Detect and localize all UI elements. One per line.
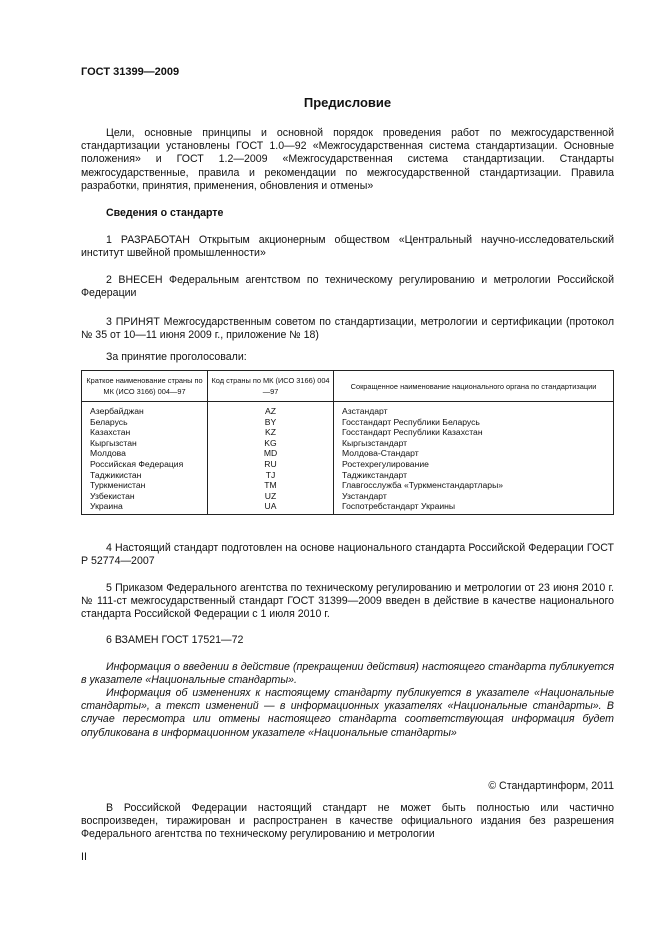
table-row <box>82 438 614 449</box>
cell-code: MD <box>208 448 334 459</box>
page-number: II <box>81 851 87 863</box>
cell-code: UZ <box>208 491 334 502</box>
item-5: 5 Приказом Федерального агентства по техническому регулированию и метрологии от 23 июня 2010 г. № 111-ст межгосударственный стандарт ГОСТ 31399—2009 введен в действие в качестве национального стандарта Российской Федерации с 1 июля 2010 г. <box>81 582 614 621</box>
col-header-country: Краткое наименование страны по МК (ИСО 3166) 004—97 <box>82 371 208 402</box>
table-row <box>82 501 614 514</box>
cell-body: Ростехрегулирование <box>334 459 614 470</box>
cell-country: Таджикистан <box>82 470 208 481</box>
table-row <box>82 459 614 470</box>
table-row <box>82 491 614 502</box>
item-3: 3 ПРИНЯТ Межгосударственным советом по стандартизации, метрологии и сертификации (протокол № 35 от 10—11 июня 2009 г., приложение № 18) <box>81 316 614 342</box>
cell-code: KZ <box>208 427 334 438</box>
cell-country: Беларусь <box>82 417 208 428</box>
table-row <box>82 417 614 428</box>
cell-code: AZ <box>208 402 334 417</box>
cell-body: Госстандарт Республики Казахстан <box>334 427 614 438</box>
cell-code: KG <box>208 438 334 449</box>
cell-body: Госстандарт Республики Беларусь <box>334 417 614 428</box>
info-paragraph-2: Информация об изменениях к настоящему стандарту публикуется в указателе «Национальные стандарты», а текст изменений — в информационных указателях «Национальные стандарты». В случае пересмотра или отмены настоящего стандарта соответствующая информация будет опубликована в информационном указателе «Национальные стандарты» <box>81 687 614 739</box>
cell-code: TJ <box>208 470 334 481</box>
cell-country: Российская Федерация <box>82 459 208 470</box>
cell-body: Азстандарт <box>334 402 614 417</box>
cell-country: Азербайджан <box>82 402 208 417</box>
intro-paragraph: Цели, основные принципы и основной порядок проведения работ по межгосударственной стандартизации установлены ГОСТ 1.0—92 «Межгосударственная система стандартизации. Основные положения» и ГОСТ 1.2—2009 «Межгосударственная система стандартизации. Стандарты межгосударственные, правила и рекомендации по межгосударственной стандартизации. Правила разработки, принятия, применения, обновления и отмены» <box>81 127 614 192</box>
item-1: 1 РАЗРАБОТАН Открытым акционерным обществом «Центральный научно-исследовательский институт швейной промышленности» <box>81 234 614 260</box>
item-2: 2 ВНЕСЕН Федеральным агентством по техническому регулированию и метрологии Российской Федерации <box>81 274 614 300</box>
cell-code: RU <box>208 459 334 470</box>
copyright: © Стандартинформ, 2011 <box>488 780 614 792</box>
table-row <box>82 480 614 491</box>
cell-body: Молдова-Стандарт <box>334 448 614 459</box>
section-title: Сведения о стандарте <box>106 207 224 219</box>
cell-country: Украина <box>82 501 208 514</box>
col-header-body: Сокращенное наименование национального органа по стандартизации <box>334 371 614 402</box>
table-row <box>82 448 614 459</box>
document-header: ГОСТ 31399—2009 <box>81 66 180 78</box>
notice-paragraph: В Российской Федерации настоящий стандарт не может быть полностью или частично воспроизведен, тиражирован и распространен в качестве официального издания без разрешения Федерального агентства по техническому регулированию и метрологии <box>81 802 614 841</box>
table-row <box>82 470 614 481</box>
cell-country: Кыргызстан <box>82 438 208 449</box>
cell-code: TM <box>208 480 334 491</box>
cell-body: Кыргызстандарт <box>334 438 614 449</box>
table-row <box>82 402 614 417</box>
col-header-code: Код страны по МК (ИСО 3166) 004—97 <box>208 371 334 402</box>
voted-label: За принятие проголосовали: <box>106 351 247 363</box>
cell-body: Главгосслужба «Туркменстандартлары» <box>334 480 614 491</box>
info-paragraph-1: Информация о введении в действие (прекращении действия) настоящего стандарта публикуется в указателе «Национальные стандарты». <box>81 661 614 687</box>
page-title: Предисловие <box>303 95 392 110</box>
cell-country: Молдова <box>82 448 208 459</box>
cell-code: UA <box>208 501 334 514</box>
cell-country: Туркменистан <box>82 480 208 491</box>
cell-country: Казахстан <box>82 427 208 438</box>
item-4: 4 Настоящий стандарт подготовлен на основе национального стандарта Российской Федерации ГОСТ Р 52774—2007 <box>81 542 614 568</box>
table-header-row <box>82 371 614 402</box>
item-6: 6 ВЗАМЕН ГОСТ 17521—72 <box>106 634 244 646</box>
voting-table <box>81 370 614 515</box>
cell-body: Госпотребстандарт Украины <box>334 501 614 514</box>
table-row <box>82 427 614 438</box>
cell-body: Таджикстандарт <box>334 470 614 481</box>
cell-code: BY <box>208 417 334 428</box>
cell-country: Узбекистан <box>82 491 208 502</box>
cell-body: Узстандарт <box>334 491 614 502</box>
